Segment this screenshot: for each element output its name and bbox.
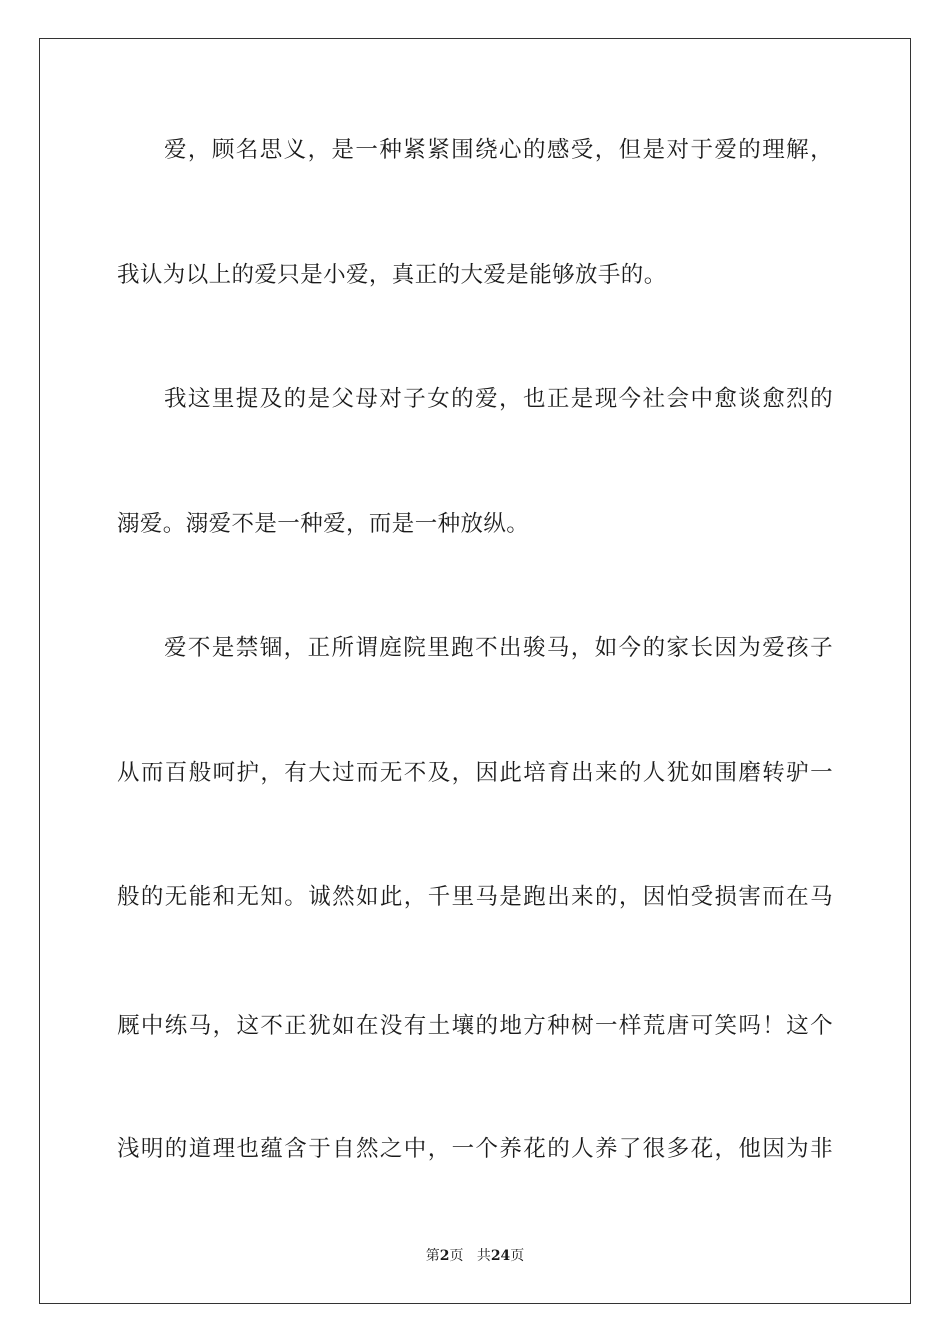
- page-footer: [0, 1247, 950, 1265]
- paragraph-3-line-4: 厩中练马，这不正犹如在没有土壤的地方种树一样荒唐可笑吗！这个: [117, 1013, 833, 1039]
- page-total: 24: [490, 1248, 511, 1264]
- paragraph-2-line-1: 我这里提及的是父母对子女的爱，也正是现今社会中愈谈愈烈的: [164, 386, 833, 412]
- page-current: 2: [439, 1248, 450, 1264]
- paragraph-3-line-5: 浅明的道理也蕴含于自然之中，一个养花的人养了很多花，他因为非: [117, 1136, 833, 1162]
- page-border: [39, 38, 911, 1304]
- paragraph-1-line-1: 爱，顾名思义，是一种紧紧围绕心的感受，但是对于爱的理解，: [164, 137, 833, 163]
- total-prefix: 共: [476, 1248, 491, 1264]
- page-suffix: 页: [449, 1248, 464, 1264]
- paragraph-3-line-1: 爱不是禁锢，正所谓庭院里跑不出骏马，如今的家长因为爱孩子: [164, 635, 833, 661]
- paragraph-3-line-3: 般的无能和无知。诚然如此，千里马是跑出来的，因怕受损害而在马: [117, 884, 833, 910]
- paragraph-3-line-2: 从而百般呵护，有大过而无不及，因此培育出来的人犹如围磨转驴一: [117, 760, 833, 786]
- paragraph-2-line-2: 溺爱。溺爱不是一种爱，而是一种放纵。: [117, 511, 530, 537]
- total-suffix: 页: [510, 1248, 525, 1264]
- paragraph-1-line-2: 我认为以上的爱只是小爱，真正的大爱是能够放手的。: [117, 262, 667, 288]
- page-prefix: 第: [425, 1248, 440, 1264]
